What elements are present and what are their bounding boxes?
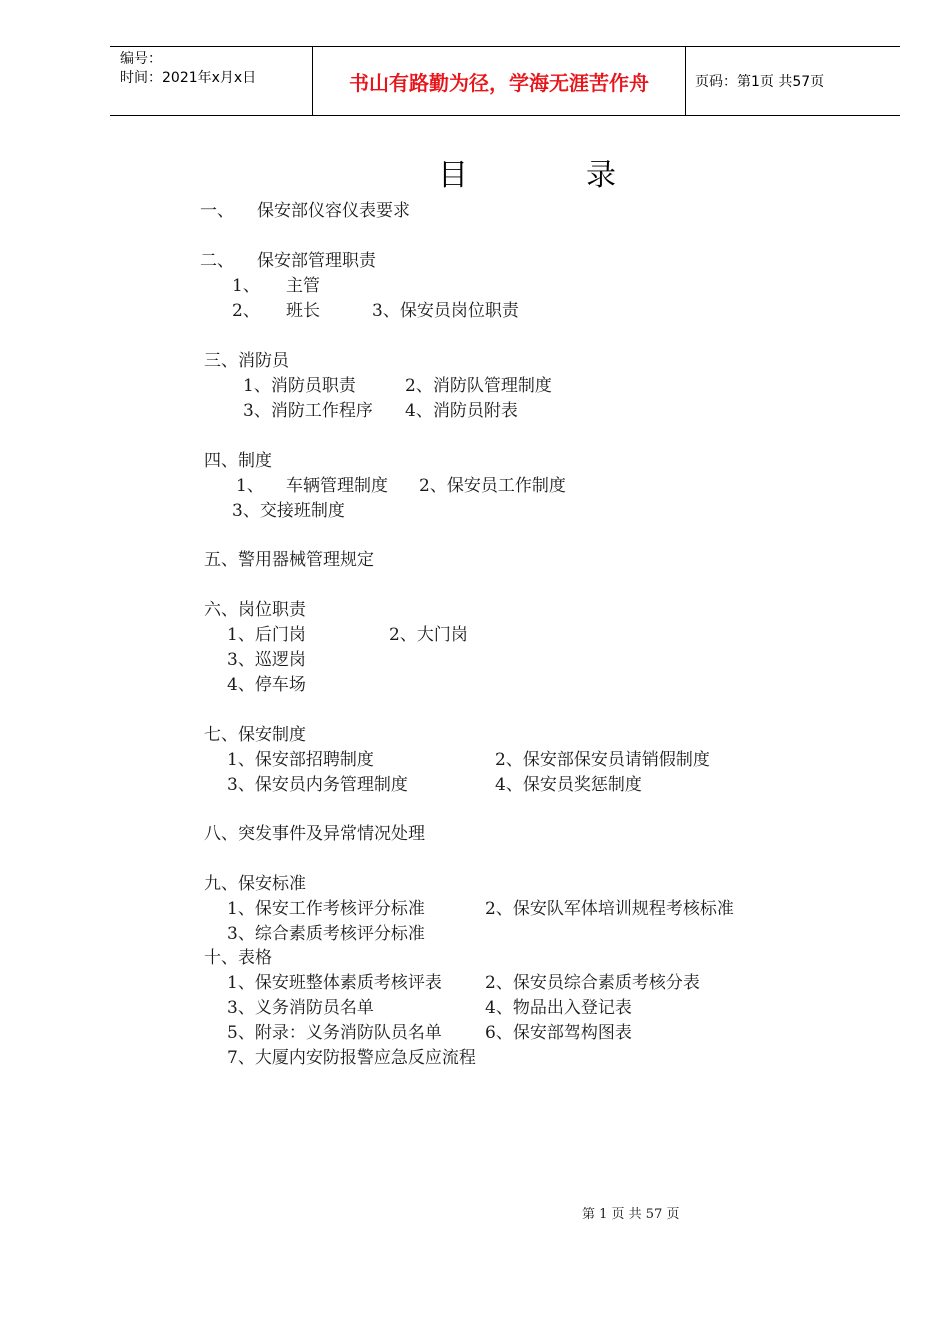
toc-item: 车辆管理制度 (286, 476, 388, 496)
toc-item: 3、消防工作程序 (243, 401, 373, 421)
toc-item: 3、综合素质考核评分标准 (227, 924, 425, 944)
document-number: 编号： (120, 51, 162, 67)
page-footer: 第 1 页 共 57 页 (582, 1207, 680, 1222)
toc-item: 6、保安部驾构图表 (485, 1023, 632, 1043)
toc-item-number: 1、 (232, 276, 260, 296)
toc-item: 3、交接班制度 (232, 501, 345, 521)
toc-item: 3、巡逻岗 (227, 650, 306, 670)
toc-section-title: 三、消防员 (204, 351, 289, 371)
toc-item: 4、保安员奖惩制度 (495, 775, 642, 795)
toc-item: 3、保安员岗位职责 (372, 301, 519, 321)
toc-item: 班长 (286, 301, 320, 321)
header-motto: 书山有路勤为径，学海无涯苦作舟 (349, 70, 649, 95)
toc-item-number: 2、 (232, 301, 260, 321)
toc-section-title: 七、保安制度 (204, 725, 306, 745)
page-header (110, 46, 900, 116)
toc-section-number: 二、 (200, 251, 234, 271)
toc-item: 4、消防员附表 (405, 401, 518, 421)
toc-item: 1、保安工作考核评分标准 (227, 899, 425, 919)
toc-item: 2、保安员综合素质考核分表 (485, 973, 700, 993)
toc-item-number: 1、 (236, 476, 264, 496)
header-divider (685, 47, 686, 115)
toc-item: 2、保安部保安员请销假制度 (495, 750, 710, 770)
toc-section-title: 五、警用器械管理规定 (204, 550, 374, 570)
header-page-info: 页码：第1页 共57页 (695, 74, 825, 90)
toc-section-title: 保安部仪容仪表要求 (257, 201, 410, 221)
toc-item: 2、保安队军体培训规程考核标准 (485, 899, 734, 919)
document-date: 时间：2021年x月x日 (120, 70, 257, 86)
toc-item: 2、保安员工作制度 (419, 476, 566, 496)
header-meta (120, 50, 256, 88)
toc-item: 5、附录：义务消防队员名单 (227, 1023, 442, 1043)
toc-item: 4、停车场 (227, 675, 306, 695)
toc-item: 主管 (286, 276, 320, 296)
toc-item: 1、消防员职责 (243, 376, 356, 396)
toc-item: 7、大厦内安防报警应急反应流程 (227, 1048, 476, 1068)
toc-section-title: 四、制度 (204, 451, 272, 471)
toc-section-title: 六、岗位职责 (204, 600, 306, 620)
toc-item: 2、消防队管理制度 (405, 376, 552, 396)
toc-section-number: 一、 (200, 201, 234, 221)
toc-section-title: 九、保安标准 (204, 874, 306, 894)
toc-item: 4、物品出入登记表 (485, 998, 632, 1018)
toc-item: 3、保安员内务管理制度 (227, 775, 408, 795)
toc-item: 2、大门岗 (389, 625, 468, 645)
toc-section-title: 十、表格 (204, 948, 272, 968)
toc-section-title: 八、突发事件及异常情况处理 (204, 824, 425, 844)
toc-item: 1、后门岗 (227, 625, 306, 645)
toc-section-title: 保安部管理职责 (257, 251, 376, 271)
page-title: 目录 (438, 158, 734, 193)
toc-item: 1、保安部招聘制度 (227, 750, 374, 770)
toc-item: 3、义务消防员名单 (227, 998, 374, 1018)
toc-item: 1、保安班整体素质考核评表 (227, 973, 442, 993)
